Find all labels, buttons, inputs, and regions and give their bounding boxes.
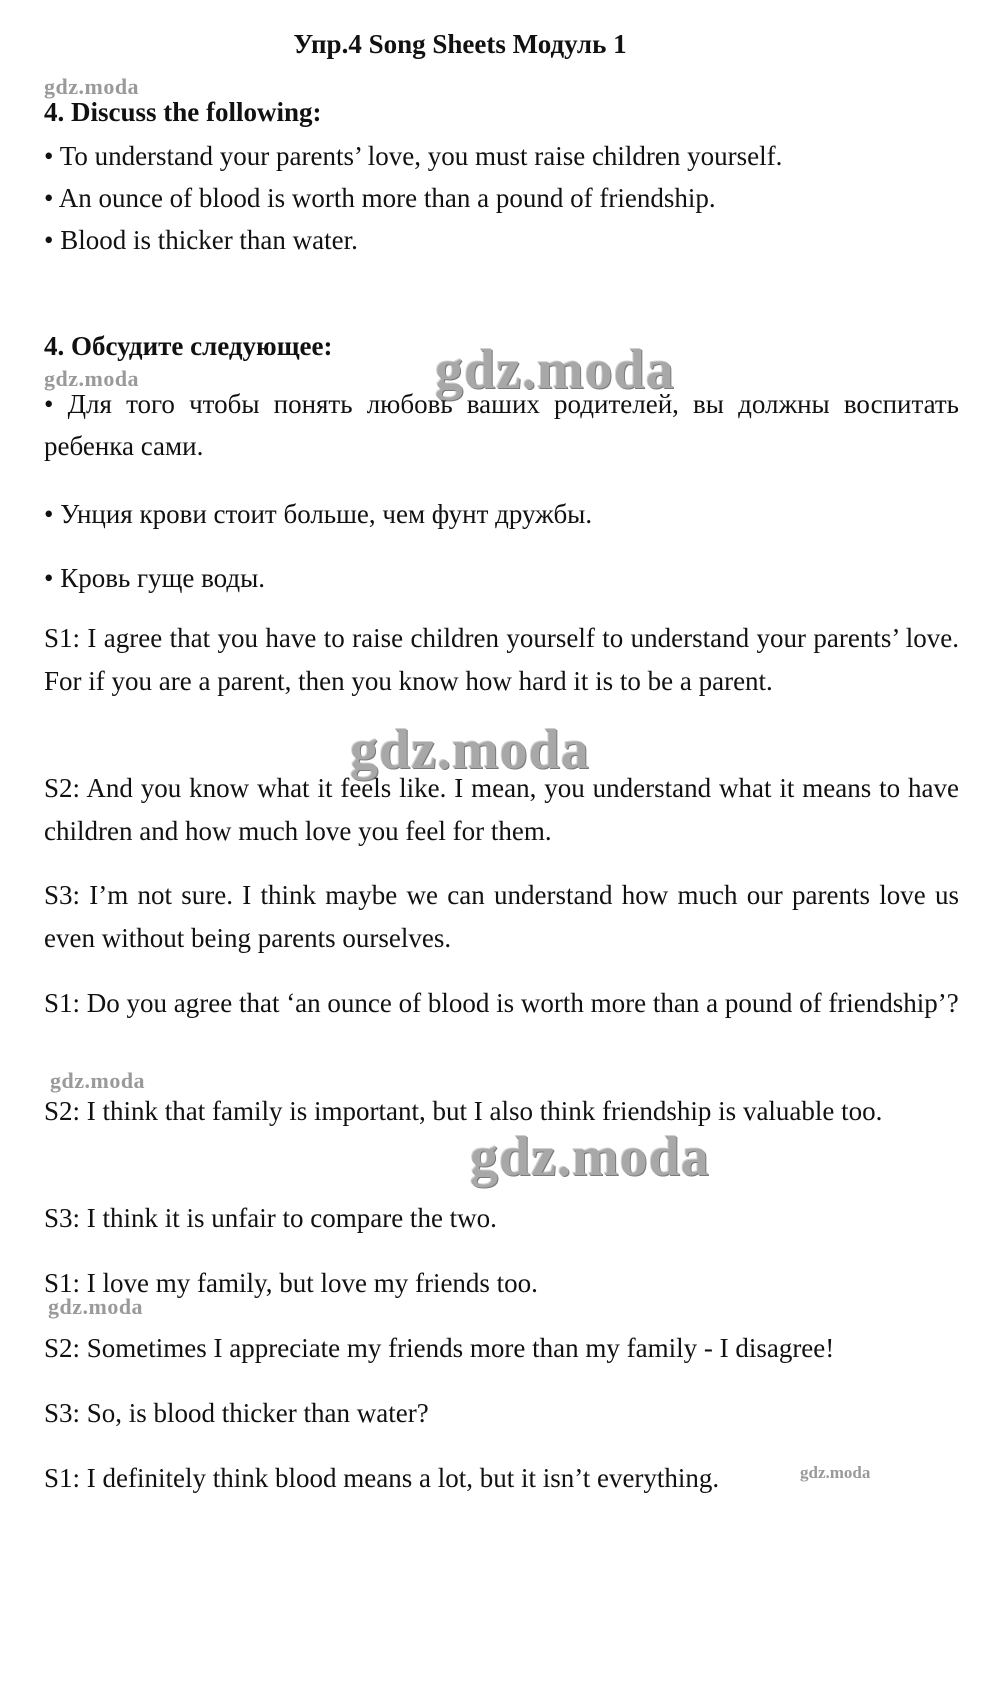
watermark-small: gdz.moda — [44, 366, 140, 391]
english-heading: 4. Discuss the following: — [44, 97, 322, 127]
russian-bullet: • Унция крови стоит больше, чем фунт дружбы. — [44, 499, 593, 529]
watermark-large: gdz.moda — [350, 719, 590, 781]
dialogue-line: S1: Do you agree that ‘an ounce of blood is worth more than a pound of friendship’? — [44, 988, 959, 1018]
dialogue-line: S1: I love my family, but love my friends too. — [44, 1268, 538, 1298]
english-bullet: • Blood is thicker than water. — [44, 225, 358, 255]
watermark-large: gdz.moda — [435, 339, 675, 401]
page-title: Упр.4 Song Sheets Модуль 1 — [293, 29, 627, 59]
dialogue-line: S1: I agree that you have to raise children yourself to understand your parents’ love. For if you are a parent, then you know how hard it is to be a parent. — [44, 623, 959, 696]
dialogue-line: S3: So, is blood thicker than water? — [44, 1398, 429, 1428]
watermark-small: gdz.moda — [44, 74, 140, 99]
russian-bullet: • Кровь гуще воды. — [44, 563, 266, 593]
russian-heading: 4. Обсудите следующее: — [44, 331, 333, 361]
watermark-large: gdz.moda — [470, 1126, 710, 1188]
watermark-tiny: gdz.moda — [800, 1463, 871, 1482]
russian-bullet: • Для того чтобы понять любовь ваших родителей, вы должны воспитать ребенка сами. — [44, 389, 959, 461]
dialogue-line: S2: I think that family is important, but I also think friendship is valuable too. — [44, 1096, 883, 1126]
watermark-small: gdz.moda — [48, 1294, 144, 1319]
dialogue-line: S2: And you know what it feels like. I mean, you understand what it means to have children and how much love you feel for them. — [44, 773, 959, 846]
dialogue-line: S3: I think it is unfair to compare the two. — [44, 1203, 497, 1233]
dialogue-line: S3: I’m not sure. I think maybe we can understand how much our parents love us even without being parents ourselves. — [44, 880, 959, 953]
dialogue-line: S2: Sometimes I appreciate my friends more than my family - I disagree! — [44, 1333, 835, 1363]
english-bullet: • An ounce of blood is worth more than a pound of friendship. — [44, 183, 716, 213]
english-bullet: • To understand your parents’ love, you must raise children yourself. — [44, 141, 783, 171]
watermark-small: gdz.moda — [50, 1068, 146, 1093]
dialogue-line: S1: I definitely think blood means a lot, but it isn’t everything. — [44, 1463, 720, 1493]
